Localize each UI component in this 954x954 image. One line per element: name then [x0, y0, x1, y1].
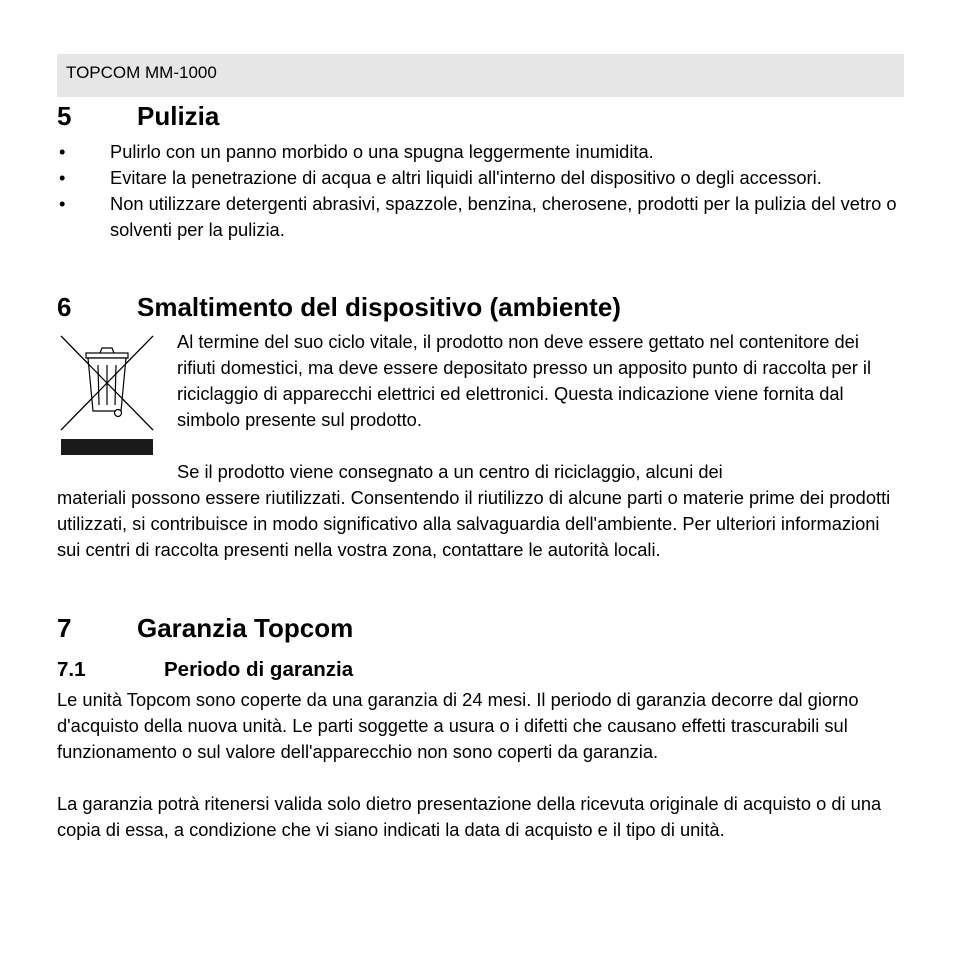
subsection-7-1-heading	[57, 658, 353, 682]
section-5-number: 5	[57, 101, 72, 131]
warranty-paragraph-1: Le unità Topcom sono coperte da una garanzia di 24 mesi. Il periodo di garanzia decorre dal giorno d'acquisto della nuova unità. Le parti soggette a usura o i difetti che causano effetti trascurabili sul funzionamento o sul valore dell'apparecchio non sono coperti da garanzia.	[57, 689, 859, 762]
bullet: •	[59, 141, 66, 162]
page-header	[57, 54, 904, 97]
cleaning-list	[57, 139, 907, 243]
warranty-paragraph-2: La garanzia potrà ritenersi valida solo dietro presentazione della ricevuta originale di acquisto o di una copia di essa, a condizione che vi siano indicati la data di acquisto e il tipo di unità.	[57, 793, 882, 840]
crossed-out-wheelie-bin-icon	[58, 333, 156, 459]
list-item: • Pulirlo con un panno morbido o una spugna leggermente inumidita.	[57, 139, 907, 165]
list-item: • Non utilizzare detergenti abrasivi, spazzole, benzina, cherosene, prodotti per la pulizia del vetro o solventi per la pulizia.	[59, 193, 897, 240]
subsection-7-1-number: 7.1	[57, 658, 86, 681]
section-7-heading	[57, 613, 353, 643]
section-6-heading	[57, 292, 621, 322]
disposal-paragraph-2-lead: Se il prodotto viene consegnato a un centro di riciclaggio, alcuni dei	[177, 461, 723, 482]
header-title: TOPCOM MM-1000	[66, 63, 217, 82]
bullet: •	[59, 193, 66, 214]
section-6-title: Smaltimento del dispositivo (ambiente)	[137, 292, 621, 322]
section-5-title: Pulizia	[137, 101, 220, 131]
disposal-paragraph-1: Al termine del suo ciclo vitale, il prodotto non deve essere gettato nel contenitore dei rifiuti domestici, ma deve essere depositato presso un apposito punto di raccolta per il riciclaggio di apparecchi elettrici ed elettronici. Questa indicazione viene fornita dal simbolo presente sul prodotto.	[177, 331, 872, 430]
section-6-number: 6	[57, 292, 72, 322]
subsection-7-1-title: Periodo di garanzia	[164, 658, 354, 681]
bullet: •	[59, 167, 66, 188]
disposal-paragraph-2: materiali possono essere riutilizzati. Consentendo il riutilizzo di alcune parti o materie prime dei prodotti utilizzati, si contribuisce in modo significativo alla salvaguardia dell'ambiente. Per ulteriori informazioni sui centri di raccolta presenti nella vostra zona, contattare le autorità locali.	[57, 487, 891, 560]
section-5-heading	[57, 101, 219, 131]
section-7-title: Garanzia Topcom	[137, 613, 354, 643]
list-item: • Evitare la penetrazione di acqua e altri liquidi all'interno del dispositivo o degli accessori.	[57, 165, 907, 191]
section-7-number: 7	[57, 613, 72, 643]
